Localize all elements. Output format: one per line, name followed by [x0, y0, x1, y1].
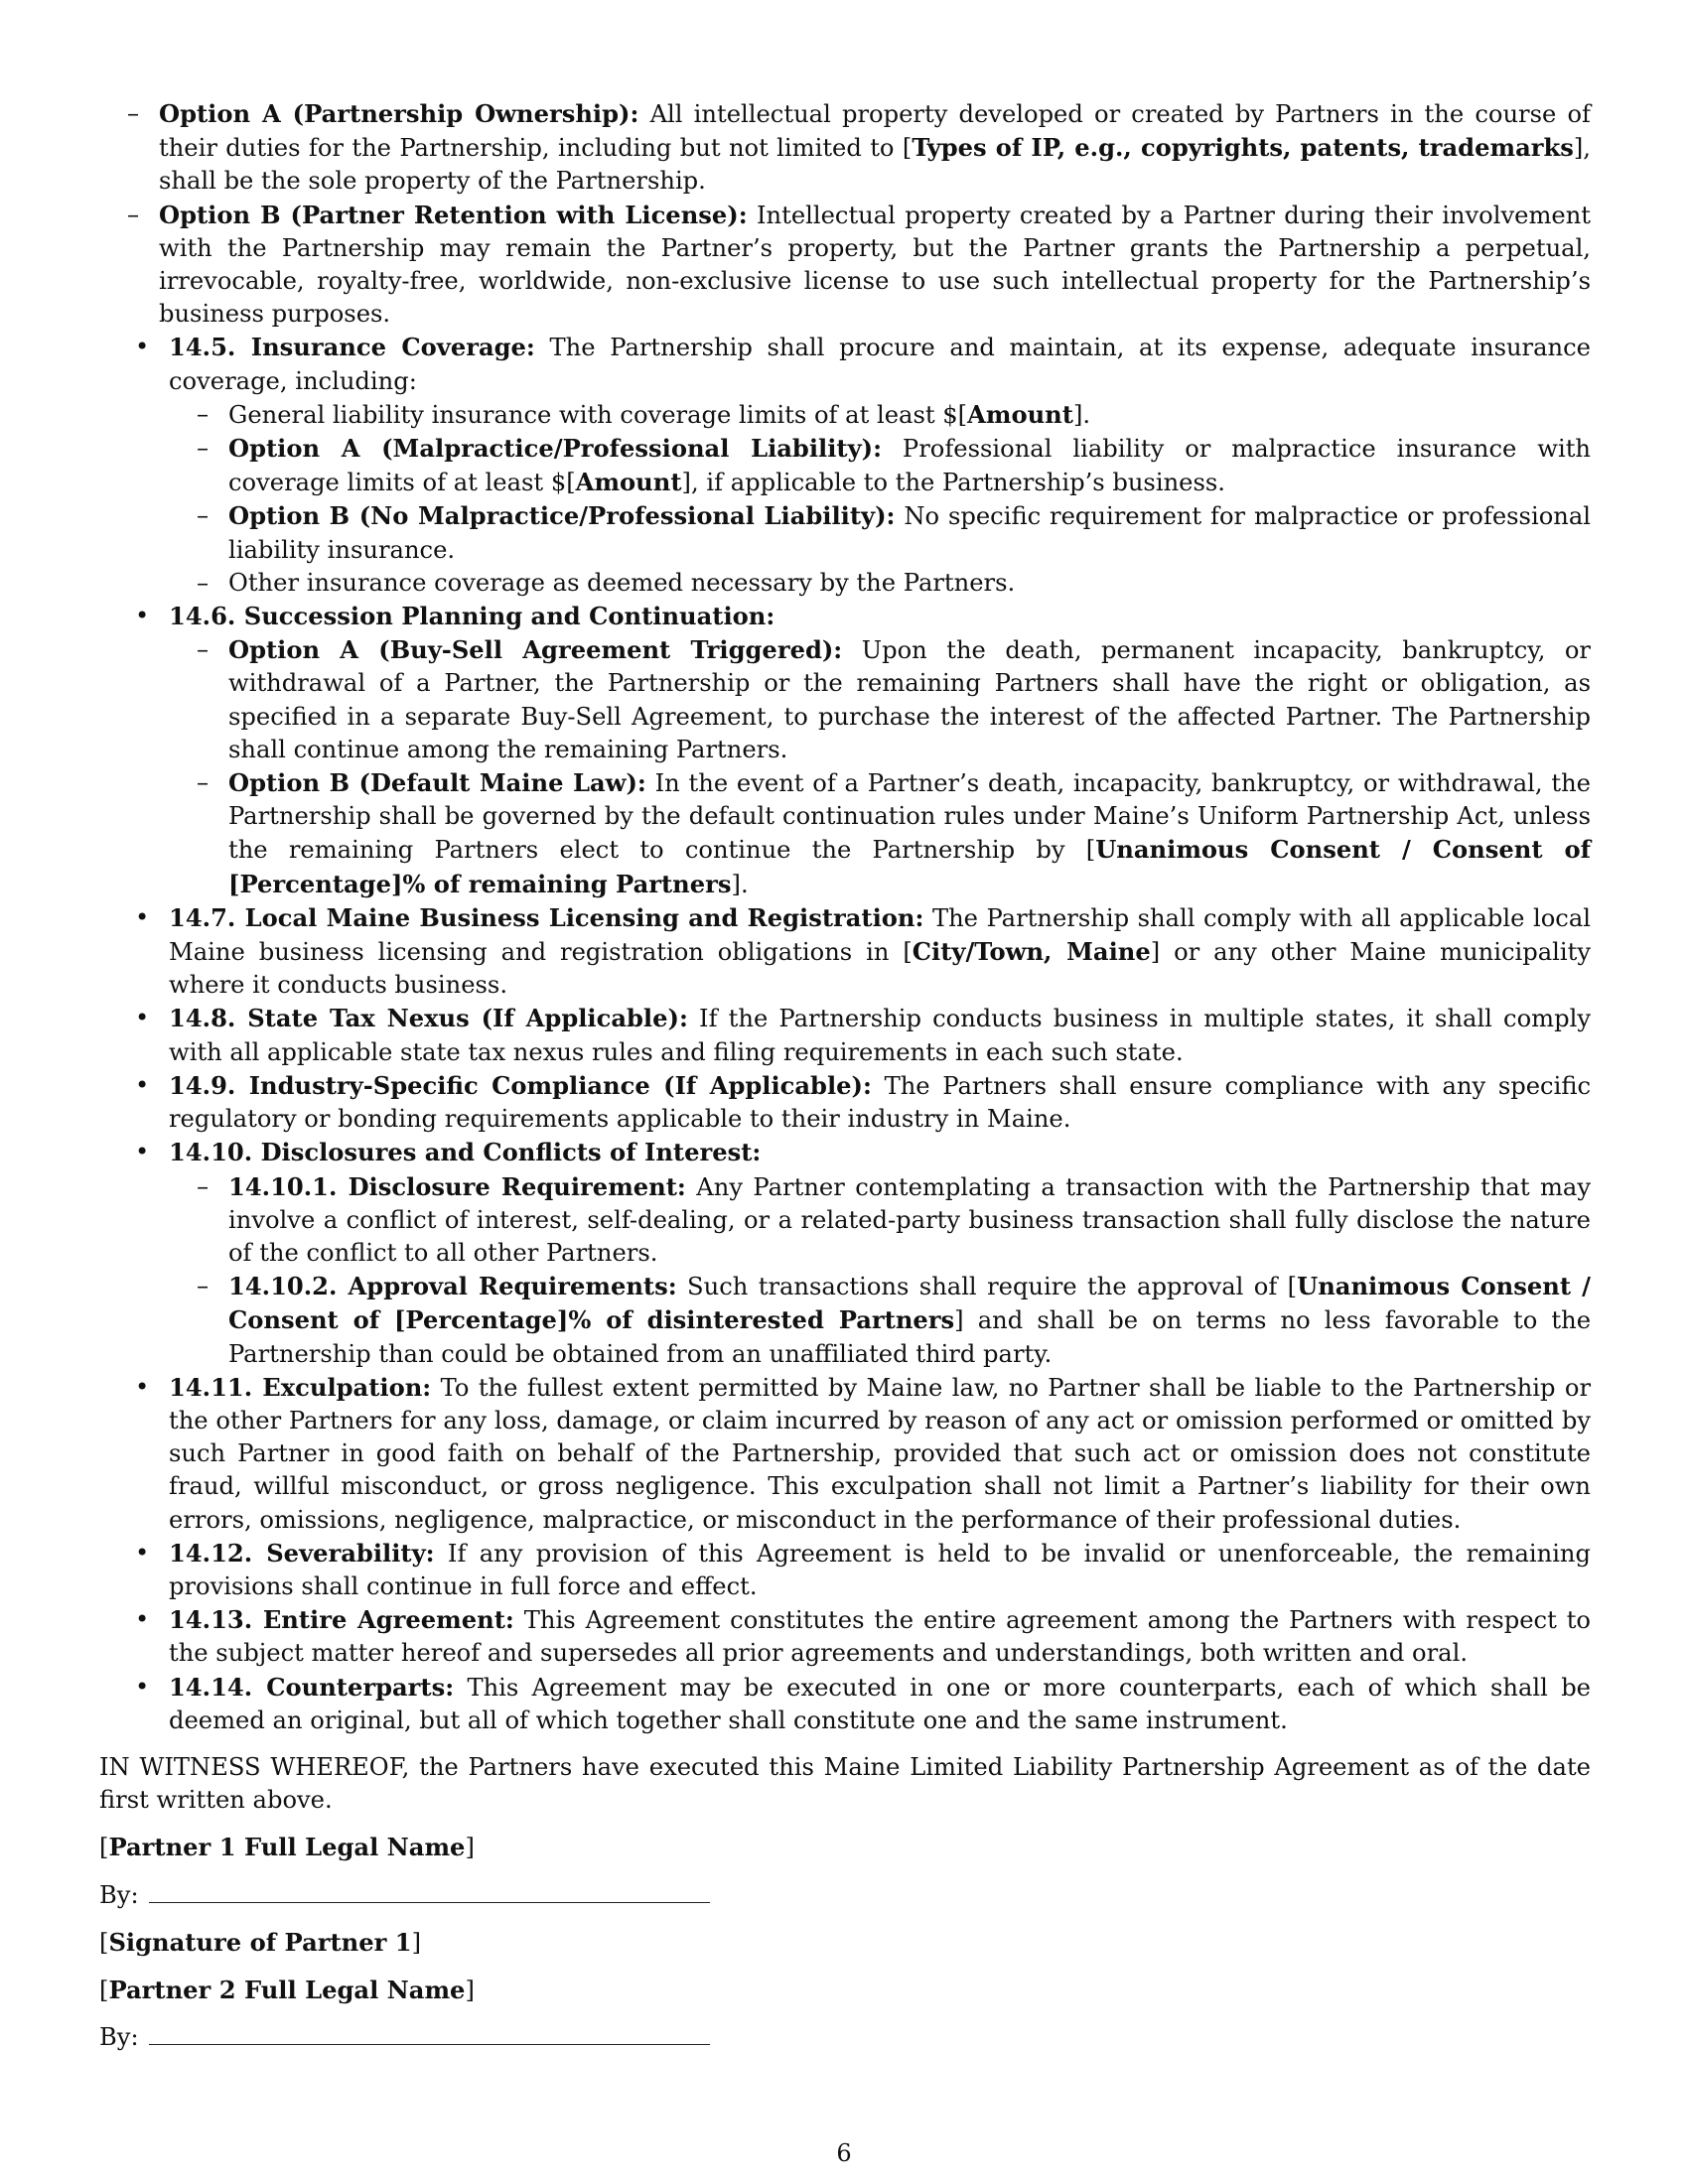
list-item: – 14.10.1. Disclosure Requirement: Any Partner contemplating a transaction with the Partnership that may involve a conflict of interest, self-dealing, or a related-party business transaction shall fully disclose the nature of the conflict to all other Partners.	[169, 1170, 1591, 1271]
section-14-13: • 14.13. Entire Agreement: This Agreement constitutes the entire agreement among the Partners with respect to the subject matter hereof and supersedes all prior agreements and understandings, both written and oral.	[99, 1603, 1591, 1670]
ip-options-list	[99, 97, 1591, 331]
disclosures-list	[169, 1170, 1591, 1371]
section-list	[99, 331, 1591, 1737]
section-14-10: • 14.10. Disclosures and Conflicts of Interest: – 14.10.1. Disclosure Requirement: Any Partner contemplating a transaction with the Partnership that may involve a conflict of interest, self-dealing, or a related-party business transaction shall fully disclose the nature of the conflict to all other Partners. – 14.10.2. Approval Requirements: Such transactions shall require the approval of [Unanimous Consent / Consent of [Percentage]% of disinterested Partners] and shall be on terms no less favorable to the Partnership than could be obtained from an unaffiliated third party.	[99, 1136, 1591, 1370]
list-item: – Option A (Buy-Sell Agreement Triggered): Upon the death, permanent incapacity, bankruptcy, or withdrawal of a Partner, the Partnership or the remaining Partners shall have the right or obligation, as specified in a separate Buy-Sell Agreement, to purchase the interest of the affected Partner. The Partnership shall continue among the remaining Partners.	[169, 633, 1591, 766]
partner-1-name: [Partner 1 Full Legal Name]	[99, 1833, 475, 1862]
section-14-11: • 14.11. Exculpation: To the fullest extent permitted by Maine law, no Partner shall be liable to the Partnership or the other Partners for any loss, damage, or claim incurred by reason of any act or omission performed or omitted by such Partner in good faith on behalf of the Partnership, provided that such act or omission does not constitute fraud, willful misconduct, or gross negligence. This exculpation shall not limit a Partner’s liability for their own errors, omissions, negligence, malpractice, or misconduct in the performance of their professional duties.	[99, 1371, 1591, 1537]
section-14-9: • 14.9. Industry-Specific Compliance (If Applicable): The Partners shall ensure compliance with any specific regulatory or bonding requirements applicable to their industry in Maine.	[99, 1069, 1591, 1136]
signature-blank[interactable]	[149, 1901, 710, 1903]
partner-2-signature-line[interactable]: By:	[99, 2021, 1591, 2054]
list-item: – Option B (Partner Retention with License): Intellectual property created by a Partner during their involvement with the Partnership may remain the Partner’s property, but the Partner grants the Partnership a perpetual, irrevocable, royalty-free, worldwide, non-exclusive license to use such intellectual property for the Partnership’s business purposes.	[99, 199, 1591, 332]
list-item: – Other insurance coverage as deemed necessary by the Partners.	[169, 567, 1591, 600]
witness-paragraph: IN WITNESS WHEREOF, the Partners have executed this Maine Limited Liability Partnership Agreement as of the date first written above.	[99, 1752, 1591, 1815]
section-14-6: • 14.6. Succession Planning and Continuation: – Option A (Buy-Sell Agreement Triggered): Upon the death, permanent incapacity, bankruptcy, or withdrawal of a Partner, the Partnership or the remaining Partners shall have the right or obligation, as specified in a separate Buy-Sell Agreement, to purchase the interest of the affected Partner. The Partnership shall continue among the remaining Partners. – Option B (Default Maine Law): In the event of a Partner’s death, incapacity, bankruptcy, or withdrawal, the Partnership shall be governed by the default continuation rules under Maine’s Uniform Partnership Act, unless the remaining Partners elect to continue the Partnership by [Unanimous Consent / Consent of [Percentage]% of remaining Partners].	[99, 600, 1591, 901]
partner-2-name: [Partner 2 Full Legal Name]	[99, 1975, 475, 2004]
partner-1-signature-line[interactable]: By:	[99, 1879, 1591, 1912]
document-page	[99, 97, 1591, 2068]
section-14-14: • 14.14. Counterparts: This Agreement may be executed in one or more counterparts, each of which shall be deemed an original, but all of which together shall constitute one and the same instrument.	[99, 1671, 1591, 1737]
list-item: – Option B (No Malpractice/Professional Liability): No specific requirement for malpractice or professional liability insurance.	[169, 499, 1591, 566]
list-item: – General liability insurance with coverage limits of at least $[Amount].	[169, 398, 1591, 432]
section-14-8: • 14.8. State Tax Nexus (If Applicable): If the Partnership conducts business in multiple states, it shall comply with all applicable state tax nexus rules and filing requirements in each such state.	[99, 1002, 1591, 1068]
list-item: – 14.10.2. Approval Requirements: Such transactions shall require the approval of [Unanimous Consent / Consent of [Percentage]% of disinterested Partners] and shall be on terms no less favorable to the Partnership than could be obtained from an unaffiliated third party.	[169, 1270, 1591, 1371]
section-14-12: • 14.12. Severability: If any provision of this Agreement is held to be invalid or unenforceable, the remaining provisions shall continue in full force and effect.	[99, 1537, 1591, 1603]
page-number: 6	[836, 2139, 852, 2167]
list-item: – Option A (Partnership Ownership): All intellectual property developed or created by Partners in the course of their duties for the Partnership, including but not limited to [Types of IP, e.g., copyrights, patents, trademarks], shall be the sole property of the Partnership.	[99, 97, 1591, 199]
insurance-list	[169, 398, 1591, 600]
signature-blank[interactable]	[149, 2043, 710, 2045]
section-14-7: • 14.7. Local Maine Business Licensing and Registration: The Partnership shall comply with all applicable local Maine business licensing and registration obligations in [City/Town, Maine] or any other Maine municipality where it conducts business.	[99, 901, 1591, 1003]
succession-list	[169, 633, 1591, 901]
section-14-5: • 14.5. Insurance Coverage: The Partnership shall procure and maintain, at its expense, adequate insurance coverage, including: – General liability insurance with coverage limits of at least $[Amount]. – Option A (Malpractice/Professional Liability): Professional liability or malpractice insurance with coverage limits of at least $[Amount], if applicable to the Partnership’s business. – Option B (No Malpractice/Professional Liability): No specific requirement for malpractice or professional liability insurance. – Other insurance coverage as deemed necessary by the Partners.	[99, 331, 1591, 600]
list-item: – Option B (Default Maine Law): In the event of a Partner’s death, incapacity, bankruptcy, or withdrawal, the Partnership shall be governed by the default continuation rules under Maine’s Uniform Partnership Act, unless the remaining Partners elect to continue the Partnership by [Unanimous Consent / Consent of [Percentage]% of remaining Partners].	[169, 766, 1591, 901]
partner-1-signature-label: [Signature of Partner 1]	[99, 1927, 422, 1957]
list-item: – Option A (Malpractice/Professional Liability): Professional liability or malpractice insurance with coverage limits of at least $[Amount], if applicable to the Partnership’s business.	[169, 432, 1591, 499]
